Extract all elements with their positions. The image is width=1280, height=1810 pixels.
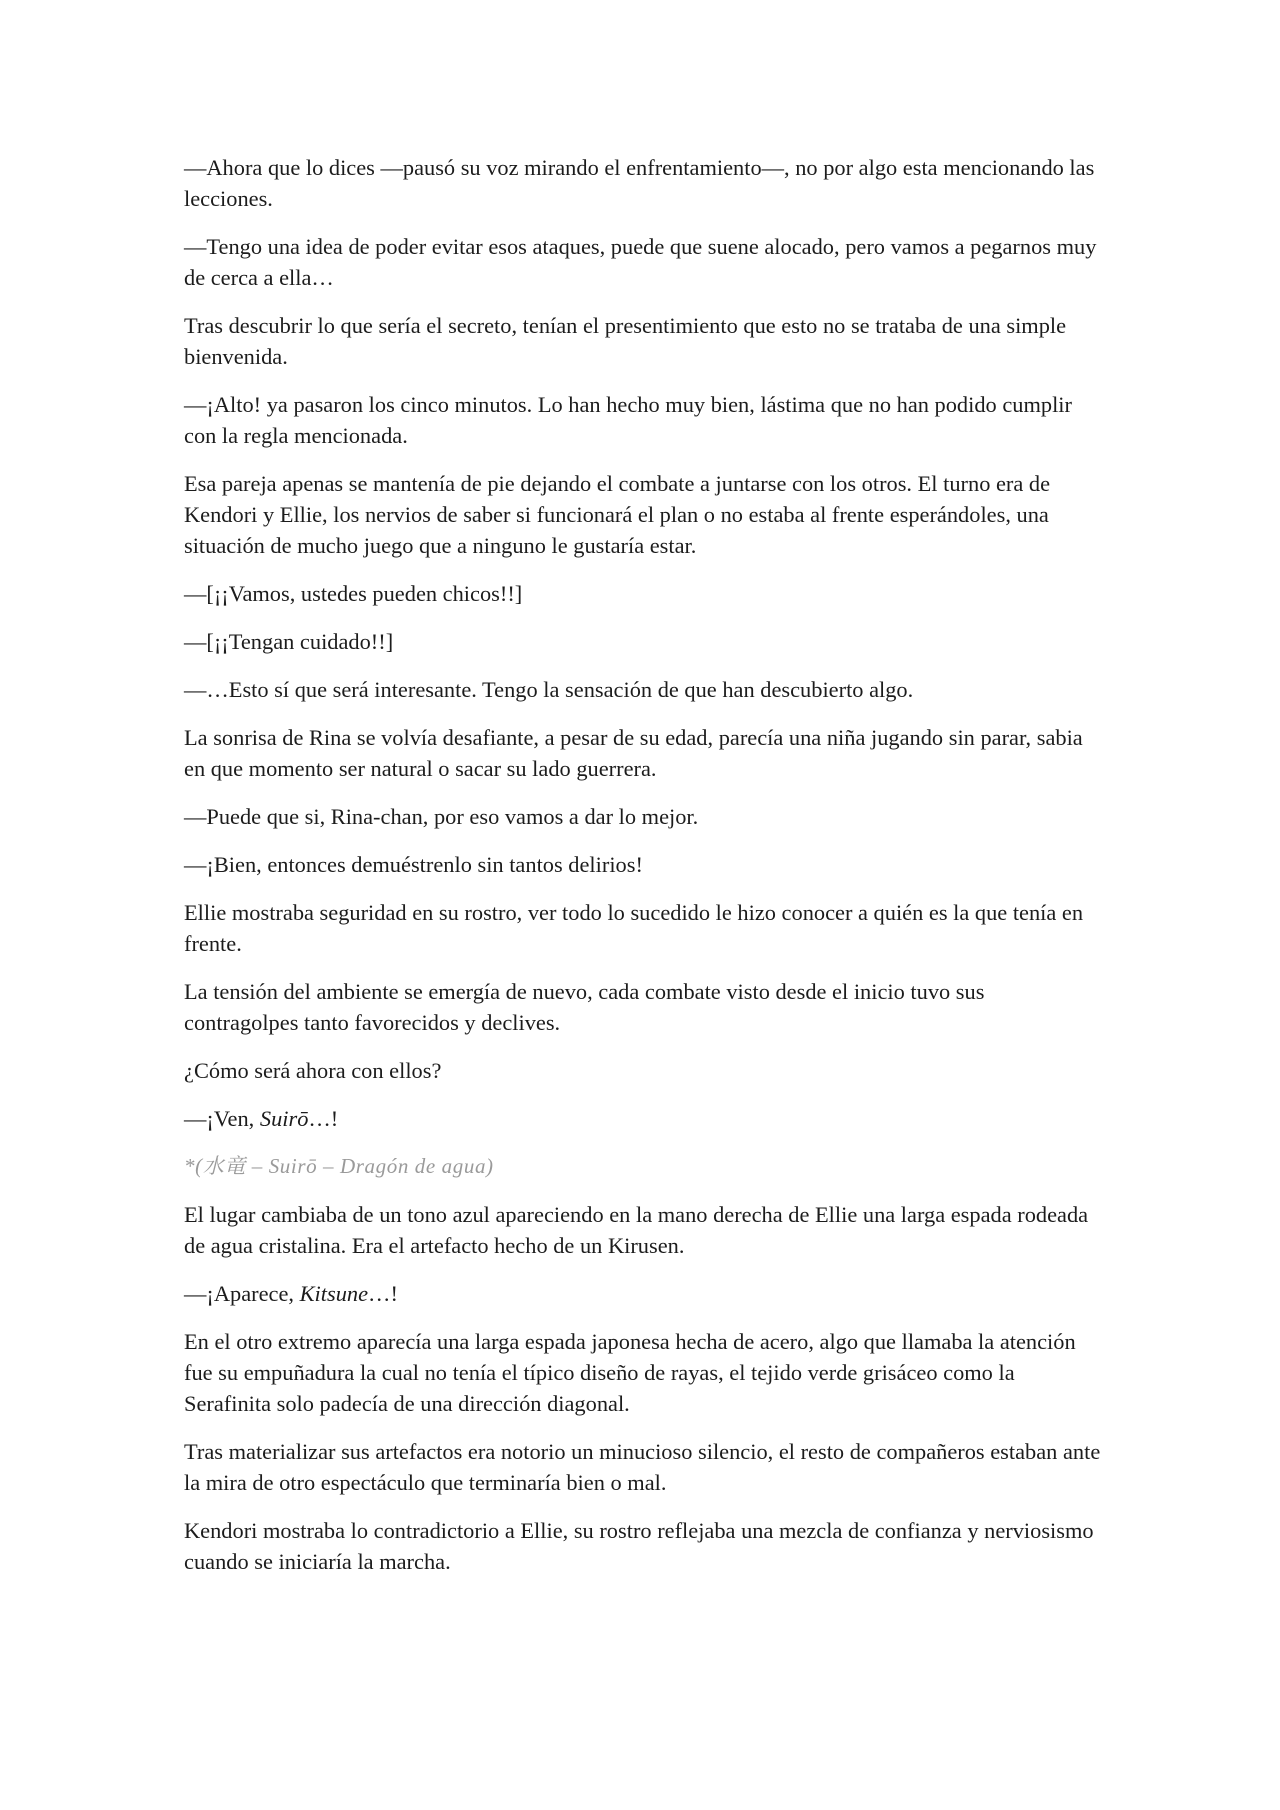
paragraph: —…Esto sí que será interesante. Tengo la sensación de que han descubierto algo. — [184, 677, 914, 702]
summon-line-suiro — [184, 1103, 1104, 1134]
paragraph: El lugar cambiaba de un tono azul apareciendo en la mano derecha de Ellie una larga espada rodeada de agua cristalina. Era el artefacto hecho de un Kirusen. — [184, 1202, 1089, 1258]
paragraph: Esa pareja apenas se mantenía de pie dejando el combate a juntarse con los otros. El turno era de Kendori y Ellie, los nervios de saber si funcionará el plan o no estaba al frente esperándoles, una situación de mucho juego que a ninguno le gustaría estar. — [184, 471, 1051, 558]
paragraph: —Puede que si, Rina-chan, por eso vamos a dar lo mejor. — [184, 804, 699, 829]
paragraph: —[¡¡Tengan cuidado!!] — [184, 629, 394, 654]
paragraph: —Ahora que lo dices —pausó su voz mirando el enfrentamiento—, no por algo esta mencionando las lecciones. — [184, 155, 1095, 211]
artifact-name-kitsune: Kitsune — [299, 1281, 369, 1306]
summon-line-kitsune — [184, 1278, 1104, 1309]
summon-prefix: —¡Aparece, — [184, 1281, 300, 1306]
document-body — [184, 152, 1104, 1594]
paragraph: Tras materializar sus artefactos era notorio un minucioso silencio, el resto de compañeros estaban ante la mira de otro espectáculo que terminaría bien o mal. — [184, 1439, 1101, 1495]
paragraph: Ellie mostraba seguridad en su rostro, ver todo lo sucedido le hizo conocer a quién es la que tenía en frente. — [184, 900, 1084, 956]
paragraph: —[¡¡Vamos, ustedes pueden chicos!!] — [184, 581, 523, 606]
summon-suffix: …! — [368, 1281, 398, 1306]
paragraph: —Tengo una idea de poder evitar esos ataques, puede que suene alocado, pero vamos a pegarnos muy de cerca a ella… — [184, 234, 1097, 290]
summon-prefix: —¡Ven, — [184, 1106, 260, 1131]
paragraph: La sonrisa de Rina se volvía desafiante, a pesar de su edad, parecía una niña jugando sin parar, sabia en que momento ser natural o sacar su lado guerrera. — [184, 725, 1083, 781]
footnote-suiro: *(水竜 – Suirō – Dragón de agua) — [184, 1154, 494, 1178]
paragraph: —¡Alto! ya pasaron los cinco minutos. Lo han hecho muy bien, lástima que no han podido cumplir con la regla mencionada. — [184, 392, 1072, 448]
paragraph: Tras descubrir lo que sería el secreto, tenían el presentimiento que esto no se trataba de una simple bienvenida. — [184, 313, 1067, 369]
paragraph: —¡Bien, entonces demuéstrenlo sin tantos delirios! — [184, 852, 643, 877]
paragraph: Kendori mostraba lo contradictorio a Ellie, su rostro reflejaba una mezcla de confianza y nerviosismo cuando se iniciaría la marcha. — [184, 1518, 1094, 1574]
paragraph: ¿Cómo será ahora con ellos? — [184, 1058, 442, 1083]
artifact-name-suiro: Suirō — [259, 1106, 309, 1131]
paragraph: En el otro extremo aparecía una larga espada japonesa hecha de acero, algo que llamaba la atención fue su empuñadura la cual no tenía el típico diseño de rayas, el tejido verde grisáceo como la Serafinita solo padecía de una dirección diagonal. — [184, 1329, 1076, 1416]
summon-suffix: …! — [308, 1106, 339, 1131]
paragraph: La tensión del ambiente se emergía de nuevo, cada combate visto desde el inicio tuvo sus contragolpes tanto favorecidos y declives. — [184, 979, 985, 1035]
